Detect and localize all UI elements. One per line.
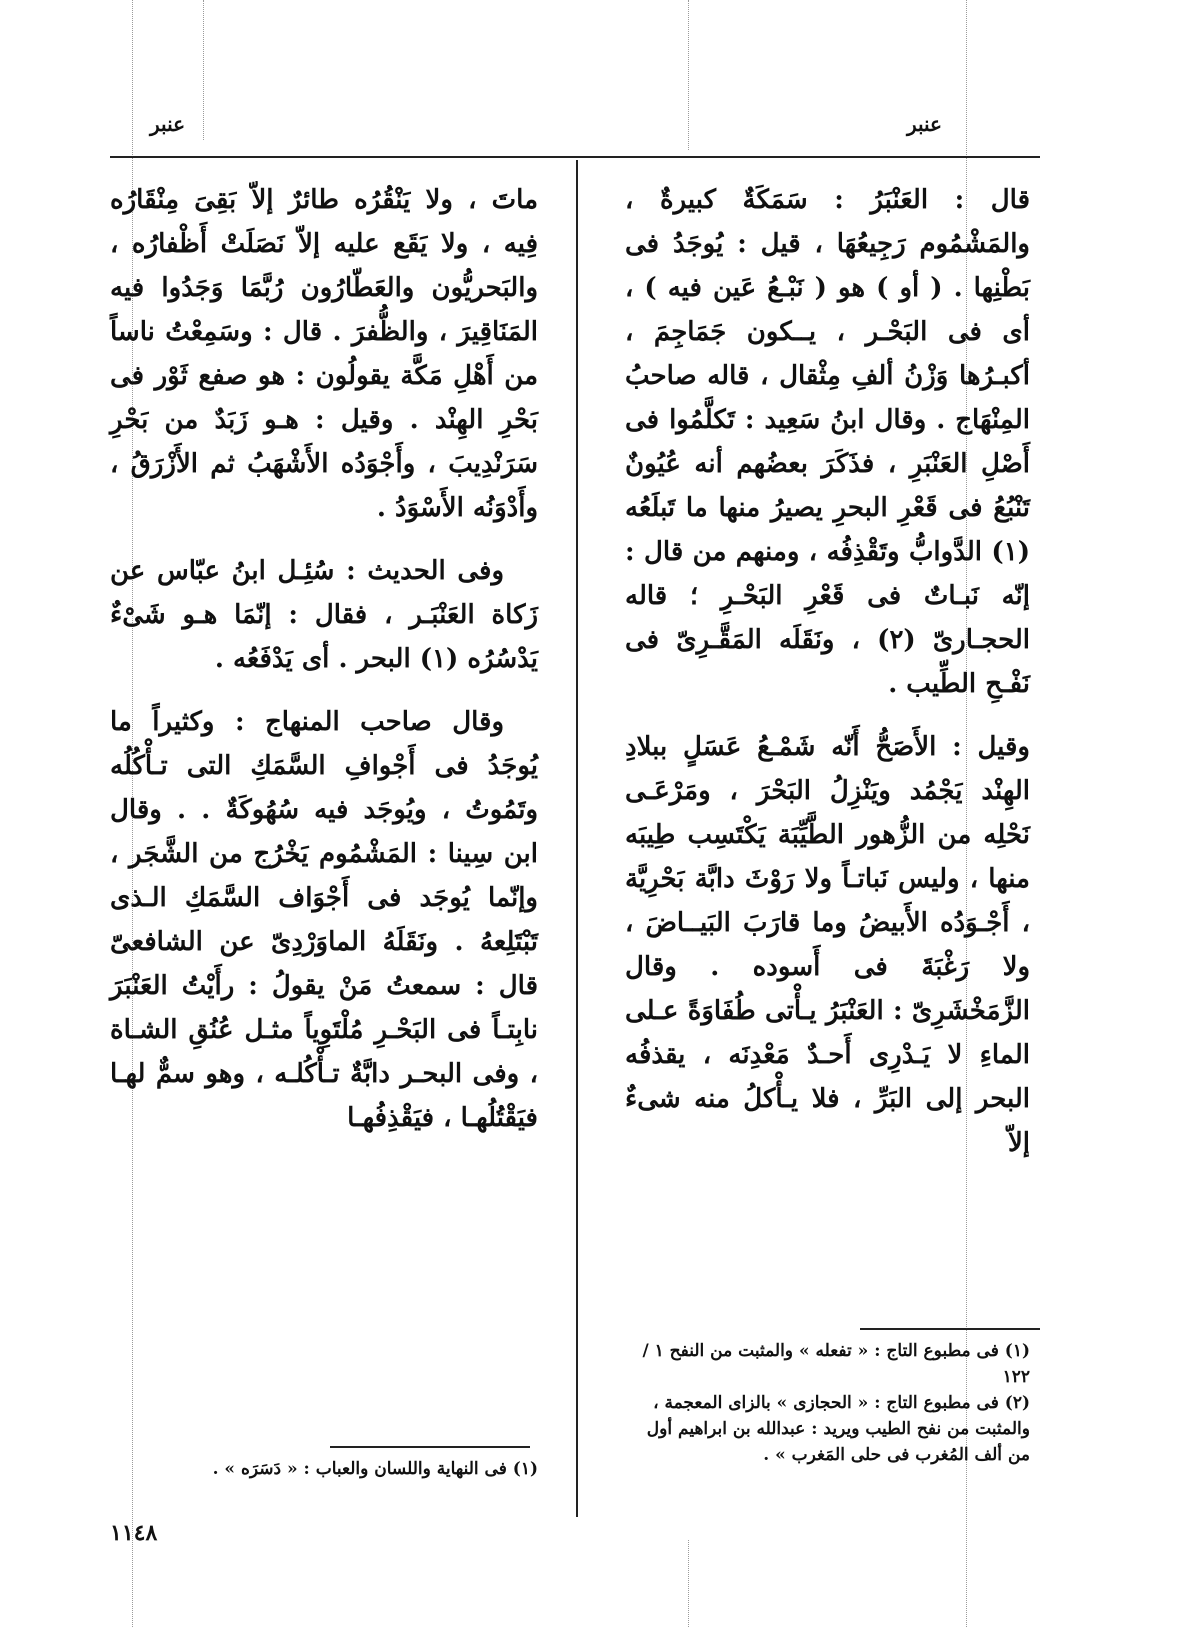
paragraph: ماتَ ، ولا يَنْقُرُه طائرٌ إلاّ بَقِىَ مِنْقَارُه فِيه ، ولا يَقَع عليه إلاّ نَصَلَتْ أَظْفارُه ، والبَحريُّون والعَطّارُون رُبَّمَا وَجَدُوا فيه المَنَاقِيرَ ، والظُّفرَ . قال : وسَمِعْتُ ناساً من أَهْلِ مَكَّة يقولُون : هو صفع ثَوْر فى بَحْرِ الهِنْد . وقيل : هـو زَبَدٌ من بَحْرِ سَرَنْدِيبَ ، وأَجْوَدُه الأَشْهَبُ ثم الأَزْرَقُ ، وأَدْوَنُه الأَسْوَدُ . [110,185,538,523]
page-number: ١١٤٨ [110,1520,158,1546]
paragraph: وفى الحديث : سُئِـل ابنُ عبّاس عن زَكاة العَنْبَـر ، فقال : إنّمَا هـو شَىْءٌ يَدْسُرُه (١) البحر . أى يَدْفَعُه . [110,556,538,674]
margin-guide-line [688,0,689,150]
footnotes-right [625,1338,1030,1468]
left-column [110,178,538,1159]
footnote-rule-right [860,1328,1040,1330]
footnote: (١) فى مطبوع التاج : « تفعله » والمثبت من النفح ١ / ١٢٢ [642,1341,1030,1387]
header-rule [110,156,1040,158]
margin-guide-line [203,0,204,140]
margin-guide-line [688,1540,689,1627]
footnote: (١) فى النهاية واللسان والعباب : « دَسَرَه » . [212,1459,538,1479]
paragraph: قال : العَنْبَرُ : سَمَكَةٌ كبيرةٌ ، والمَشْمُوم رَجِيعُهَا ، قيل : يُوجَدُ فى بَطْنِها . ( أو ) هو ( نَبْـعُ عَين فيه ) ، أى فى البَحْـر ، يــكون جَمَاجِمَ ، أكبـرُها وَزْنُ ألفِ مِثْقال ، قاله صاحبُ المِنْهَاج . وقال ابنُ سَعِيد : تَكلَّمُوا فى أَصْلِ العَنْبَرِ ، فذَكَرَ بعضُهم أنه عُيُونٌ تَنْبُعُ فى قَعْرِ البحرِ يصيرُ منها ما تَبلَعُه (١) الدَّوابُّ وتَقْذِفُه ، ومنهم من قال : إنّه نَبـاتٌ فى قَعْرِ البَحْـرِ ؛ قاله الحجـارىّ (٢) ، ونَقَلَه المَقَّـرِىّ فى نَفْـحِ الطِّيب . [625,185,1030,699]
footnote-rule-left [330,1446,530,1448]
footnotes-left [110,1456,538,1482]
column-divider [576,160,578,1517]
footnote: (٢) فى مطبوع التاج : « الحجازى » بالزاى المعجمة ، والمثبت من نفح الطيب ويريد : عبدالله بن ابراهيم أول من ألف المُغرب فى حلى المَغرب » . [646,1393,1030,1465]
right-column [625,178,1030,1184]
paragraph: وقيل : الأَصَحُّ أَنّه شَمْـعُ عَسَلٍ ببلادِ الهِنْد يَجْمُد ويَنْزِلُ البَحْرَ ، ومَرْعَـى نَحْلِه من الزُّهور الطَّيِّبَة يَكْتَسِب طِيبَه منها ، وليس نَباتـاً ولا رَوْثَ دابَّة بَحْرِيَّة ، أَجْـوَدُه الأَبيضُ وما قارَبَ البَيــاضَ ، ولا رَغْبَةَ فى أَسوده . وقال الزَّمَخْشَرِىّ : العَنْبَرُ يـأْتى طُفَاوَةً عـلى الماءِ لا يَـدْرِى أَحـدٌ مَعْدِنَه ، يقذفُه البحر إلى البَرِّ ، فلا يـأْكلُ منه شىءٌ إلاّ [625,732,1030,1158]
paragraph: وقال صاحب المنهاج : وكثيراً ما يُوجَدُ فى أَجْوافِ السَّمَكِ التى تـأْكُلُه وتَمُوتُ ، ويُوجَد فيه سُهُوكَةٌ . . وقال ابن سِينا : المَشْمُوم يَخْرُج من الشَّجَر ، وإنّما يُوجَد فى أَجْوَاف السَّمَكِ الـذى تَبْتَلِعهُ . ونَقَلَهُ الماوَرْدِىّ عن الشافعىّ قال : سمعتُ مَنْ يقولُ : رأَيْتُ العَنْبَرَ نابِتـاً فى البَحْـرِ مُلْتَوِياً مثـل عُنُقِ الشـاة ، وفى البحـر دابَّةٌ تـأْكُلـه ، وهو سمٌّ لهـا فيَقْتُلُهـا ، فيَقْذِفُهـا [110,707,538,1133]
running-header-left: عنبر [150,112,186,136]
running-header-right: عنبر [906,112,942,136]
